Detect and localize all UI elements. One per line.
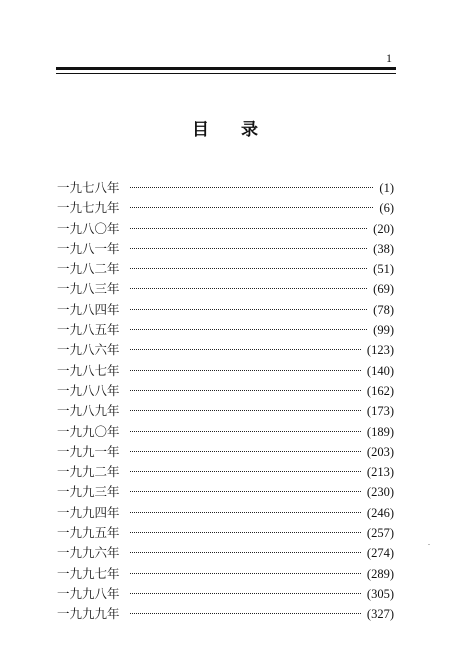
toc-leader-dots	[130, 268, 368, 269]
toc-entry-label: 一九八五年	[57, 322, 120, 338]
toc-leader-dots	[130, 329, 368, 330]
toc-entry-page: (140)	[366, 363, 394, 378]
toc-entry-label: 一九九六年	[57, 545, 120, 561]
toc-entry-page: (257)	[366, 526, 394, 541]
toc-leader-dots	[130, 187, 374, 188]
toc-entry[interactable]	[57, 462, 394, 482]
toc-entry[interactable]	[57, 340, 394, 360]
toc-entry[interactable]	[57, 219, 394, 239]
scan-speck	[428, 544, 430, 545]
toc-entry-page: (123)	[366, 343, 394, 358]
toc-entry-label: 一九九八年	[57, 585, 120, 601]
toc-entry-label: 一九八九年	[57, 403, 120, 419]
toc-leader-dots	[130, 410, 361, 411]
toc-entry[interactable]	[57, 198, 394, 218]
toc-entry-label: 一九八六年	[57, 342, 120, 358]
toc-entry[interactable]	[57, 279, 394, 299]
toc-leader-dots	[130, 573, 361, 574]
toc-entry-label: 一九九二年	[57, 464, 120, 480]
toc-entry-label: 一九七九年	[57, 200, 120, 216]
toc-entry-page: (246)	[366, 505, 394, 520]
toc-entry-page: (99)	[373, 323, 394, 338]
toc-entry-page: (327)	[366, 607, 394, 622]
toc-leader-dots	[130, 431, 361, 432]
toc-entry[interactable]	[57, 300, 394, 320]
toc-entry[interactable]	[57, 523, 394, 543]
toc-entry-label: 一九九七年	[57, 565, 120, 581]
toc-entry-page: (162)	[366, 383, 394, 398]
toc-entry[interactable]	[57, 543, 394, 563]
toc-entry-page: (6)	[379, 201, 394, 216]
toc-entry-page: (274)	[366, 546, 394, 561]
toc-entry-label: 一九八一年	[57, 240, 120, 256]
toc-entry[interactable]	[57, 259, 394, 279]
toc-entry[interactable]	[57, 584, 394, 604]
toc-leader-dots	[130, 593, 361, 594]
toc-leader-dots	[130, 471, 361, 472]
toc-leader-dots	[130, 207, 374, 208]
toc-leader-dots	[130, 288, 368, 289]
page-title	[0, 120, 450, 140]
toc-entry-page: (305)	[366, 586, 394, 601]
toc-entry-page: (173)	[366, 404, 394, 419]
toc-entry-label: 一九九三年	[57, 484, 120, 500]
toc-entry-label: 一九八〇年	[57, 220, 120, 236]
title-char-2: 录	[241, 120, 258, 140]
toc-entry[interactable]	[57, 401, 394, 421]
page-number: 1	[386, 51, 392, 65]
toc-entry-label: 一九九四年	[57, 504, 120, 520]
toc-entry-label: 一九九一年	[57, 443, 120, 459]
toc-leader-dots	[130, 451, 361, 452]
toc-entry-page: (20)	[373, 221, 394, 236]
toc-entry-page: (230)	[366, 485, 394, 500]
toc-entry-label: 一九九九年	[57, 606, 120, 622]
toc-leader-dots	[130, 390, 361, 391]
toc-entry-label: 一九八三年	[57, 281, 120, 297]
toc-entry-label: 一九八七年	[57, 362, 120, 378]
toc-entry[interactable]	[57, 442, 394, 462]
toc-entry-page: (1)	[379, 181, 394, 195]
toc-leader-dots	[130, 491, 361, 492]
toc-entry[interactable]	[57, 604, 394, 624]
toc-entry-page: (78)	[373, 302, 394, 317]
toc-entry-page: (203)	[366, 444, 394, 459]
header-rule-thin	[56, 73, 396, 74]
toc-entry[interactable]	[57, 503, 394, 523]
toc-entry[interactable]	[57, 178, 394, 198]
toc-entry-label: 一九九〇年	[57, 423, 120, 439]
toc-entry[interactable]	[57, 381, 394, 401]
toc-entry[interactable]	[57, 482, 394, 502]
title-char-1: 目	[192, 120, 209, 140]
toc-leader-dots	[130, 512, 361, 513]
toc-entry[interactable]	[57, 422, 394, 442]
toc-entry-label: 一九八八年	[57, 382, 120, 398]
header-rule-thick	[56, 67, 396, 70]
toc-leader-dots	[130, 370, 361, 371]
toc-entry-page: (38)	[373, 241, 394, 256]
toc-entry-page: (69)	[373, 282, 394, 297]
toc-entry[interactable]	[57, 361, 394, 381]
toc-leader-dots	[130, 349, 361, 350]
toc-entry-page: (289)	[366, 566, 394, 581]
toc-leader-dots	[130, 613, 361, 614]
toc-entry-label: 一九八二年	[57, 261, 120, 277]
toc-leader-dots	[130, 532, 361, 533]
toc-leader-dots	[130, 228, 368, 229]
toc-leader-dots	[130, 552, 361, 553]
toc-entry[interactable]	[57, 564, 394, 584]
toc-leader-dots	[130, 309, 368, 310]
toc-entry[interactable]	[57, 320, 394, 340]
table-of-contents	[57, 178, 394, 625]
toc-entry-label: 一九七八年	[57, 180, 120, 195]
toc-entry-page: (213)	[366, 465, 394, 480]
toc-entry[interactable]	[57, 239, 394, 259]
toc-entry-label: 一九九五年	[57, 525, 120, 541]
toc-entry-page: (51)	[373, 262, 394, 277]
toc-leader-dots	[130, 248, 368, 249]
toc-entry-label: 一九八四年	[57, 301, 120, 317]
toc-entry-page: (189)	[366, 424, 394, 439]
